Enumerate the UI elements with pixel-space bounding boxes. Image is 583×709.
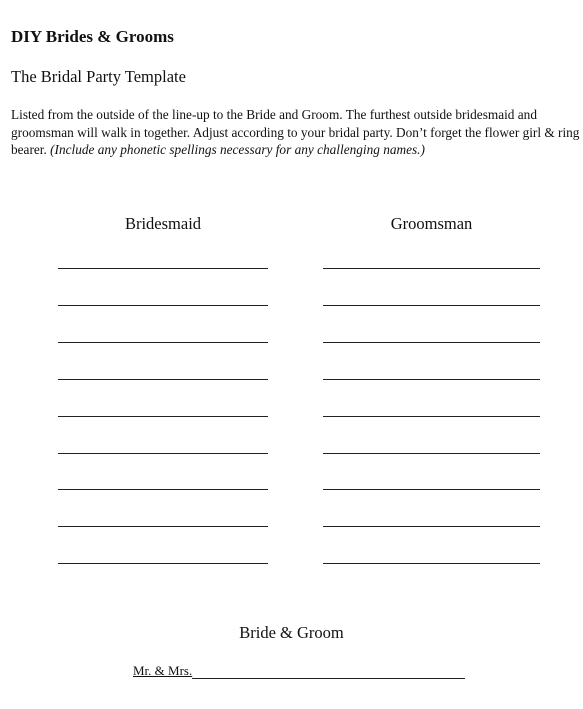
bridesmaid-name-line[interactable] [58, 526, 268, 527]
groomsman-name-line[interactable] [323, 453, 540, 454]
groomsman-name-line[interactable] [323, 416, 540, 417]
bridesmaid-name-line[interactable] [58, 305, 268, 306]
bridesmaid-name-line[interactable] [58, 268, 268, 269]
mr-mrs-label: Mr. & Mrs. [133, 663, 193, 678]
mr-mrs-row [133, 663, 465, 679]
groomsman-name-line[interactable] [323, 305, 540, 306]
bridesmaid-name-line[interactable] [58, 379, 268, 380]
bridesmaid-column-header: Bridesmaid [124, 214, 202, 233]
document-title: DIY Brides & Grooms [11, 27, 174, 46]
document-subtitle: The Bridal Party Template [11, 67, 186, 86]
mr-mrs-blank-line[interactable] [192, 665, 465, 679]
bridesmaid-name-line[interactable] [58, 563, 268, 564]
groomsman-column-header: Groomsman [390, 214, 473, 233]
bridesmaid-name-line[interactable] [58, 489, 268, 490]
groomsman-name-line[interactable] [323, 379, 540, 380]
groomsman-name-line[interactable] [323, 526, 540, 527]
bridesmaid-name-line[interactable] [58, 453, 268, 454]
instructions-paragraph [11, 106, 581, 159]
groomsman-name-line[interactable] [323, 489, 540, 490]
bridesmaid-name-line[interactable] [58, 416, 268, 417]
groomsman-name-line[interactable] [323, 563, 540, 564]
groomsman-name-line[interactable] [323, 342, 540, 343]
bridesmaid-name-line[interactable] [58, 342, 268, 343]
instructions-italic-note: (Include any phonetic spellings necessary for any challenging names.) [50, 142, 425, 157]
instructions-text: Listed from the outside of the line-up to the Bride and Groom. The furthest outside bridesmaid and groomsman will walk in together. Adjust according to your bridal party. Don’t forget the flower girl & ring bearer. [11, 107, 580, 157]
groomsman-name-line[interactable] [323, 268, 540, 269]
bride-groom-header: Bride & Groom [239, 623, 344, 642]
